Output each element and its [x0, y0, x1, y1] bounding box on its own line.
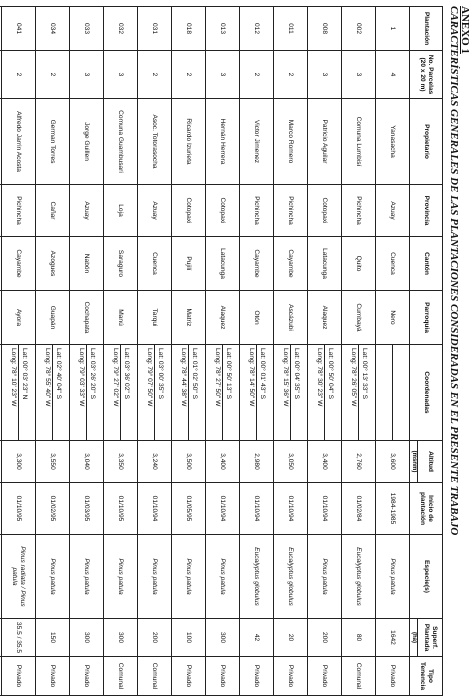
cell-parcelas: 3	[342, 51, 376, 99]
cell-coordenadas	[206, 345, 240, 441]
coord-lat: Lat: 00° 50' 04" S	[327, 348, 334, 399]
cell-parroquia: Alaquez	[206, 291, 240, 345]
coord-lat: Lat: 00° 04' 35" S	[293, 348, 300, 399]
cell-parroquia: Matriz	[172, 291, 206, 345]
cell-canton: Latacunga	[206, 237, 240, 291]
coord-lat: Lat: 00° 13' 33" S	[361, 348, 368, 399]
cell-altitud: 3,600	[376, 441, 410, 483]
cell-inicio: 01/05/95	[172, 483, 206, 535]
col-tenencia: Tipo Tenencia	[410, 657, 443, 696]
cell-parcelas: 2	[36, 51, 70, 99]
unit-altitud: (msnm)	[410, 441, 418, 483]
col-altitud: Altitud	[418, 441, 443, 483]
cell-superficie: 100	[172, 619, 206, 657]
coord-long: Long: 78° 27' 50" W	[212, 345, 223, 440]
cell-coordenadas	[376, 345, 410, 441]
cell-altitud: 3,350	[104, 441, 138, 483]
cell-provincia: Cotopaxi	[206, 185, 240, 237]
cell-parcelas: 2	[172, 51, 206, 99]
cell-especies: Pinus patula	[308, 535, 342, 619]
cell-provincia: Loja	[104, 185, 138, 237]
cell-plantacion: 011	[274, 7, 308, 51]
unit-superficie: (ha)	[410, 619, 418, 657]
cell-tenencia: Privado	[2, 657, 36, 696]
cell-superficie: 42	[240, 619, 274, 657]
cell-parcelas: 2	[274, 51, 308, 99]
cell-tenencia: Privado	[70, 657, 104, 696]
coord-long: Long: 78° 26' 05" W	[348, 345, 359, 440]
cell-canton: Cayambe	[2, 237, 36, 291]
cell-canton: Latacunga	[308, 237, 342, 291]
cell-tenencia: Privado	[206, 657, 240, 696]
table-row	[70, 7, 104, 696]
cell-tenencia	[0, 657, 2, 696]
cell-coordenadas	[104, 345, 138, 441]
cell-plantacion: 034	[36, 7, 70, 51]
plantations-table	[0, 6, 443, 696]
table-row	[138, 7, 172, 696]
cell-plantacion: 032	[104, 7, 138, 51]
coord-long: Long: 79° 27' 02" W	[110, 345, 121, 440]
cell-provincia: Cotopaxi	[308, 185, 342, 237]
cell-provincia: Azuay	[376, 185, 410, 237]
cell-parcelas: 3	[206, 51, 240, 99]
cell-altitud: 3,240	[138, 441, 172, 483]
cell-tenencia: Privado	[172, 657, 206, 696]
cell-superficie: 300	[70, 619, 104, 657]
cell-parroquia: Cochapata	[70, 291, 104, 345]
cell-canton: Azogues	[36, 237, 70, 291]
cell-superficie: 200	[308, 619, 342, 657]
col-superficie: Superf. Plantada	[418, 619, 443, 657]
cell-inicio: 01/10/94	[206, 483, 240, 535]
coord-long: Long: 78° 10' 23" W	[8, 345, 19, 440]
cell-parcelas: 2	[240, 51, 274, 99]
cell-inicio: 01/02/95	[36, 483, 70, 535]
cell-canton: Nabón	[70, 237, 104, 291]
cell-plantacion: 018	[172, 7, 206, 51]
cell-canton: Quito	[342, 237, 376, 291]
cell-especies: Eucalyptus globulus	[240, 535, 274, 619]
coord-lat: Lat: 00° 01' 43" S	[259, 348, 266, 399]
cell-especies: Pinus radiata / Pinus patula	[2, 535, 36, 619]
cell-propietario: German Torres	[36, 99, 70, 185]
cell-especies: Pinus patula	[172, 535, 206, 619]
cell-superficie: 200	[138, 619, 172, 657]
cell-propietario: Ricardo Izurieta	[172, 99, 206, 185]
cell-provincia: Azuay	[70, 185, 104, 237]
cell-propietario	[0, 99, 2, 185]
col-canton: Cantón	[410, 237, 443, 291]
cell-provincia: Pichincha	[2, 185, 36, 237]
cell-canton: Cuenca	[376, 237, 410, 291]
cell-propietario: Comuna Lumbisí	[342, 99, 376, 185]
annex-label: ANEXO 1	[459, 6, 471, 54]
cell-altitud: 2,980	[240, 441, 274, 483]
cell-superficie: 35.5 / 35.5	[2, 619, 36, 657]
cell-propietario: Alfredo Jarrin Acosta	[2, 99, 36, 185]
table-row	[2, 7, 36, 696]
header-row	[418, 7, 443, 696]
coord-long: Long: 78° 30' 23" W	[314, 345, 325, 440]
cell-parroquia: Ascázubi	[274, 291, 308, 345]
coord-long: Long: 78° 44' 38" W	[178, 345, 189, 440]
cell-canton: Saraguro	[104, 237, 138, 291]
cell-plantacion: 008	[308, 7, 342, 51]
coord-lat: Lat: 00° 03' 23" N	[21, 348, 28, 400]
cell-superficie	[0, 619, 2, 657]
coord-long: Long: 79° 07' 50" W	[144, 345, 155, 440]
cell-inicio: 01/10/95	[104, 483, 138, 535]
cell-propietario: Victor Jimenez	[240, 99, 274, 185]
cell-inicio	[0, 483, 2, 535]
coord-lat: Lat: 00° 50' 13" S	[225, 348, 232, 399]
cell-inicio: 01/10/94	[274, 483, 308, 535]
col-inicio: Inicio de plantación	[410, 483, 443, 535]
cell-tenencia: Privado	[240, 657, 274, 696]
cell-especies: Pinus patula	[70, 535, 104, 619]
cell-parroquia: Otón	[240, 291, 274, 345]
cell-coordenadas	[2, 345, 36, 441]
cell-altitud: 3,550	[36, 441, 70, 483]
cell-inicio: 01/02/84	[342, 483, 376, 535]
cell-coordenadas	[240, 345, 274, 441]
cell-especies: Pinus patula	[206, 535, 240, 619]
cell-propietario: Hernán Herrera	[206, 99, 240, 185]
col-provincia: Provincia	[410, 185, 443, 237]
table-row	[308, 7, 342, 696]
col-parroquia: Parroquia	[410, 291, 443, 345]
cell-plantacion: 031	[138, 7, 172, 51]
cell-superficie: 1642	[376, 619, 410, 657]
coord-long: Long: 78° 14' 50" W	[246, 345, 257, 440]
cell-inicio: 01/10/94	[308, 483, 342, 535]
cell-altitud: 3,300	[2, 441, 36, 483]
table-body	[0, 7, 410, 696]
cell-especies: Pinus patula	[376, 535, 410, 619]
cell-especies	[0, 535, 2, 619]
coord-long: Long: 78° 15' 36" W	[280, 345, 291, 440]
cell-plantacion: 002	[342, 7, 376, 51]
cell-superficie: 300	[206, 619, 240, 657]
cell-canton: Cuenca	[138, 237, 172, 291]
table-row	[240, 7, 274, 696]
cell-parroquia: Alaquez	[308, 291, 342, 345]
col-plantacion: Plantación	[410, 7, 443, 51]
cell-provincia: Cañar	[36, 185, 70, 237]
table-row	[0, 7, 2, 696]
cell-parroquia: Manú	[104, 291, 138, 345]
cell-tenencia: Comunal	[342, 657, 376, 696]
cell-altitud: 3,400	[206, 441, 240, 483]
coord-lat: Lat: 02° 40' 04" S	[55, 348, 62, 399]
table-row	[36, 7, 70, 696]
cell-propietario: Comuna Guambusari	[104, 99, 138, 185]
coord-lat: Lat: 03° 36' 02" S	[123, 348, 130, 399]
cell-propietario: Jorge Guillen	[70, 99, 104, 185]
coord-lat: Lat: 01° 02' 50" S	[191, 348, 198, 399]
cell-plantacion: 041	[2, 7, 36, 51]
cell-propietario: Patricio Aguilar	[308, 99, 342, 185]
cell-coordenadas	[342, 345, 376, 441]
cell-especies: Eucalyptus globulus	[342, 535, 376, 619]
cell-coordenadas	[0, 345, 2, 441]
cell-altitud	[0, 441, 2, 483]
cell-propietario: Yanasacha	[376, 99, 410, 185]
cell-superficie: 300	[104, 619, 138, 657]
cell-especies: Pinus patula	[104, 535, 138, 619]
cell-propietario: Asoc. Totorasocha	[138, 99, 172, 185]
cell-altitud: 2,760	[342, 441, 376, 483]
cell-canton: Cayambe	[240, 237, 274, 291]
cell-provincia: Azuay	[138, 185, 172, 237]
col-coordenadas: Coordenadas	[410, 345, 443, 441]
cell-plantacion: 013	[206, 7, 240, 51]
cell-tenencia: Privado	[308, 657, 342, 696]
cell-inicio: 01/03/95	[70, 483, 104, 535]
cell-altitud: 3,050	[274, 441, 308, 483]
cell-parroquia: Ayora	[2, 291, 36, 345]
cell-provincia: Pichincha	[342, 185, 376, 237]
cell-parroquia: Nero	[376, 291, 410, 345]
table-row	[172, 7, 206, 696]
cell-inicio: 01/10/95	[2, 483, 36, 535]
cell-canton: Cayambe	[274, 237, 308, 291]
cell-tenencia: Privado	[376, 657, 410, 696]
cell-propietario: Marco Romero	[274, 99, 308, 185]
table-row	[376, 7, 410, 696]
cell-especies: Pinus patula	[138, 535, 172, 619]
cell-parroquia: Guapán	[36, 291, 70, 345]
cell-parcelas: 4	[376, 51, 410, 99]
cell-altitud: 3,040	[70, 441, 104, 483]
cell-parroquia	[0, 291, 2, 345]
cell-provincia: Pichincha	[240, 185, 274, 237]
document-heading	[444, 0, 472, 697]
cell-canton: Pujilí	[172, 237, 206, 291]
cell-provincia: Cotopaxi	[172, 185, 206, 237]
cell-inicio: 01/10/94	[138, 483, 172, 535]
cell-parcelas: 2	[2, 51, 36, 99]
col-parcelas: No. Parcelas (20 x 20 m)	[410, 51, 443, 99]
cell-coordenadas	[70, 345, 104, 441]
cell-inicio: 1984-1985	[376, 483, 410, 535]
cell-coordenadas	[36, 345, 70, 441]
col-propietario: Propietario	[410, 99, 443, 185]
cell-tenencia: Comunal	[104, 657, 138, 696]
cell-parroquia: Cumbayá	[342, 291, 376, 345]
table-row	[274, 7, 308, 696]
cell-inicio: 01/10/94	[240, 483, 274, 535]
cell-altitud: 3,400	[308, 441, 342, 483]
cell-especies: Eucalyptus globulus	[274, 535, 308, 619]
cell-plantacion: 033	[70, 7, 104, 51]
table-row	[206, 7, 240, 696]
cell-especies: Pinus patula	[36, 535, 70, 619]
coord-lat: Lat: 03° 26' 20" S	[89, 348, 96, 399]
table-row	[104, 7, 138, 696]
cell-plantacion: 012	[240, 7, 274, 51]
cell-superficie: 150	[36, 619, 70, 657]
cell-parcelas	[0, 51, 2, 99]
coord-long: Long: 79° 03' 33" W	[76, 345, 87, 440]
cell-plantacion: 1	[376, 7, 410, 51]
cell-tenencia: Privado	[36, 657, 70, 696]
coord-lat: Lat: 03° 00' 35" S	[157, 348, 164, 399]
cell-plantacion	[0, 7, 2, 51]
cell-parroquia: Tarqui	[138, 291, 172, 345]
cell-tenencia: Privado	[274, 657, 308, 696]
cell-provincia	[0, 185, 2, 237]
col-especies: Especie(s)	[410, 535, 443, 619]
coord-long: Long: 78° 55' 40" W	[42, 345, 53, 440]
cell-altitud: 3,500	[172, 441, 206, 483]
cell-superficie: 20	[274, 619, 308, 657]
cell-parcelas: 3	[308, 51, 342, 99]
cell-parcelas: 3	[70, 51, 104, 99]
cell-canton	[0, 237, 2, 291]
cell-coordenadas	[274, 345, 308, 441]
cell-coordenadas	[138, 345, 172, 441]
table-row	[342, 7, 376, 696]
coord-long	[390, 345, 393, 440]
cell-superficie: 80	[342, 619, 376, 657]
cell-parcelas: 3	[104, 51, 138, 99]
coord-lat	[393, 345, 395, 440]
cell-coordenadas	[308, 345, 342, 441]
cell-parcelas: 2	[138, 51, 172, 99]
cell-tenencia: Comunal	[138, 657, 172, 696]
document-title: CARACTERÍSTICAS GENERALES DE LAS PLANTACIONES CONSIDERADAS EN EL PRESENTE TRABAJO	[448, 6, 460, 536]
cell-coordenadas	[172, 345, 206, 441]
cell-provincia: Pichincha	[274, 185, 308, 237]
